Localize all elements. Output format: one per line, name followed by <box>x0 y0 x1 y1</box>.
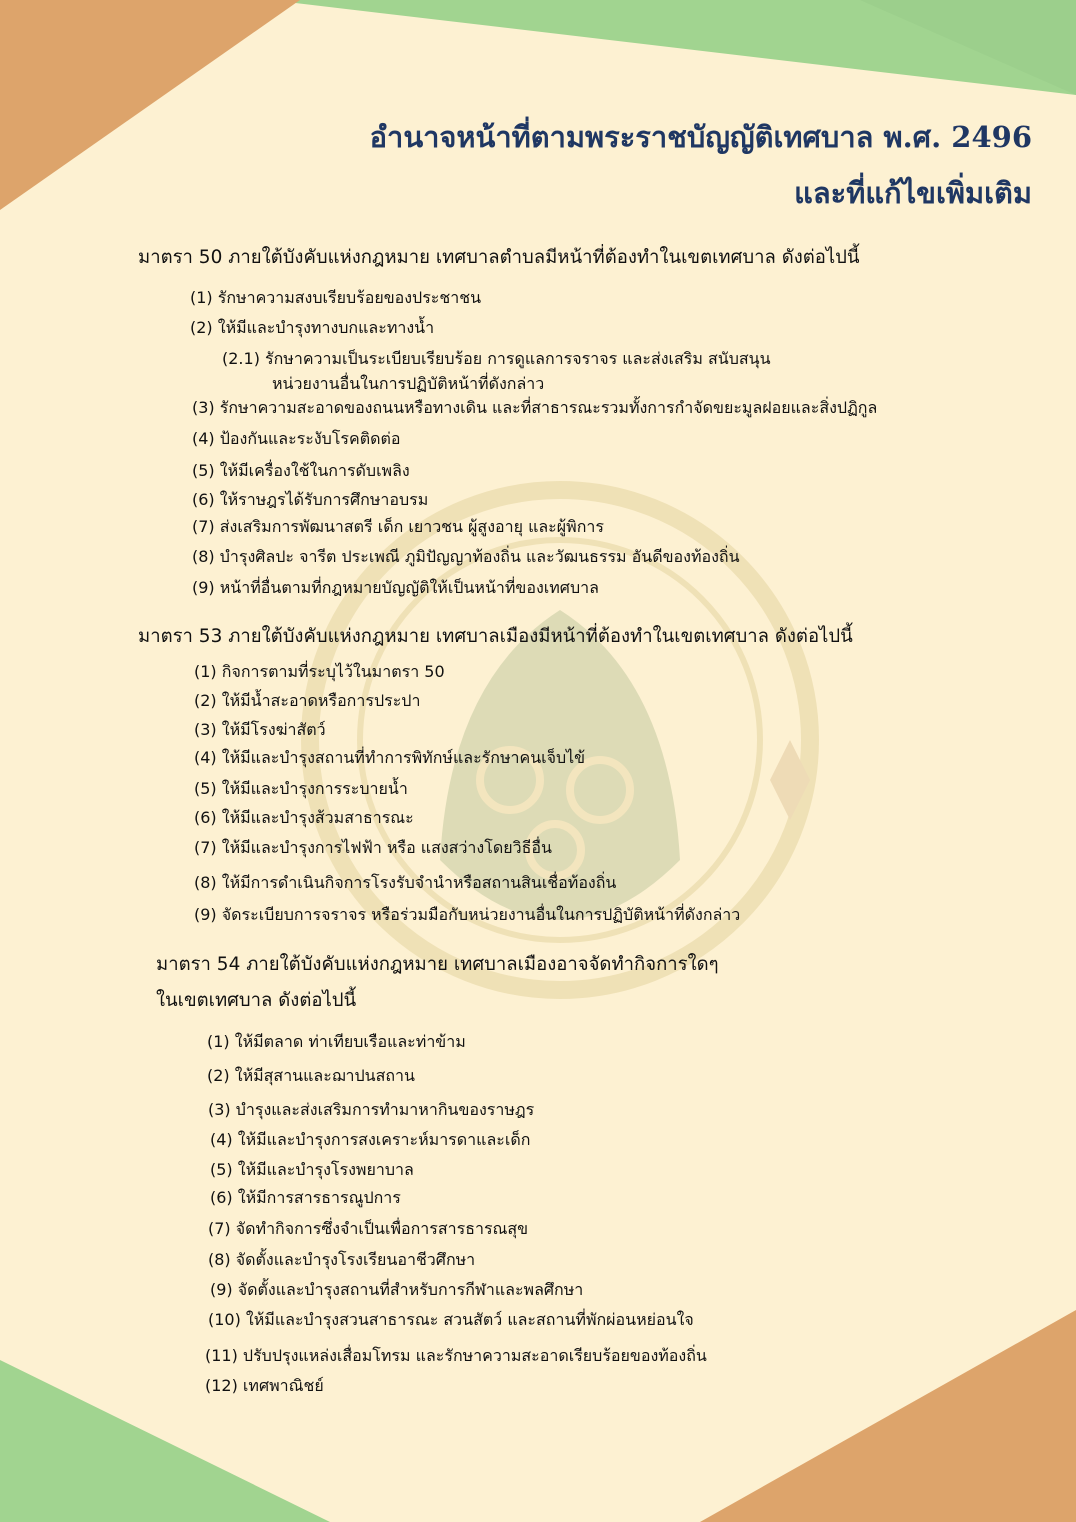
section-54-item: (11) ปรับปรุงแหล่งเสื่อมโทรม และรักษาความสะอาดเรียบร้อยของท้องถิ่น <box>205 1346 707 1365</box>
section-50-heading: มาตรา 50 ภายใต้บังคับแห่งกฎหมาย เทศบาลตำบลมีหน้าที่ต้องทำในเขตเทศบาล ดังต่อไปนี้ <box>138 247 860 268</box>
section-54-item: (1) ให้มีตลาด ท่าเทียบเรือและท่าข้าม <box>207 1032 466 1051</box>
section-53-item: (5) ให้มีและบำรุงการระบายน้ำ <box>194 779 408 798</box>
section-54-heading: มาตรา 54 ภายใต้บังคับแห่งกฎหมาย เทศบาลเมืองอาจจัดทำกิจการใดๆ <box>156 954 719 975</box>
section-53-item: (2) ให้มีน้ำสะอาดหรือการประปา <box>194 691 421 710</box>
section-54-item: (8) จัดตั้งและบำรุงโรงเรียนอาชีวศึกษา <box>208 1250 476 1269</box>
section-50-item: (4) ป้องกันและระงับโรคติดต่อ <box>192 429 401 448</box>
section-53-item: (7) ให้มีและบำรุงการไฟฟ้า หรือ แสงสว่างโดยวิธีอื่น <box>194 838 552 857</box>
section-50-item: (5) ให้มีเครื่องใช้ในการดับเพลิง <box>192 461 410 480</box>
section-53-item: (3) ให้มีโรงฆ่าสัตว์ <box>194 720 326 739</box>
section-53-item: (8) ให้มีการดำเนินกิจการโรงรับจำนำหรือสถานสินเชื่อท้องถิ่น <box>194 873 617 892</box>
section-54-item: (10) ให้มีและบำรุงสวนสาธารณะ สวนสัตว์ และสถานที่พักผ่อนหย่อนใจ <box>208 1310 694 1329</box>
section-50-item: (7) ส่งเสริมการพัฒนาสตรี เด็ก เยาวชน ผู้สูงอายุ และผู้พิการ <box>192 517 604 536</box>
section-50-subitem-continuation: หน่วยงานอื่นในการปฏิบัติหน้าที่ดังกล่าว <box>272 374 545 393</box>
section-54-item: (9) จัดตั้งและบำรุงสถานที่สำหรับการกีฬาและพลศึกษา <box>210 1280 584 1299</box>
section-54-heading-continuation: ในเขตเทศบาล ดังต่อไปนี้ <box>156 990 357 1011</box>
section-50-item: (8) บำรุงศิลปะ จารีต ประเพณี ภูมิปัญญาท้องถิ่น และวัฒนธรรม อันดีของท้องถิ่น <box>192 547 740 566</box>
section-50-item: (2) ให้มีและบำรุงทางบกและทางน้ำ <box>190 318 435 337</box>
section-53-item: (4) ให้มีและบำรุงสถานที่ทำการพิทักษ์และรักษาคนเจ็บไข้ <box>194 748 586 767</box>
section-54-item: (5) ให้มีและบำรุงโรงพยาบาล <box>210 1160 414 1179</box>
section-50-item: (1) รักษาความสงบเรียบร้อยของประชาชน <box>190 288 482 307</box>
section-54-item: (6) ให้มีการสารธารณูปการ <box>210 1188 401 1207</box>
page-title-line-2: และที่แก้ไขเพิ่มเติม <box>794 176 1032 210</box>
section-54-item: (7) จัดทำกิจการซึ่งจำเป็นเพื่อการสารธารณสุข <box>208 1219 529 1238</box>
section-53-item: (6) ให้มีและบำรุงส้วมสาธารณะ <box>194 808 414 827</box>
section-50-item: (3) รักษาความสะอาดของถนนหรือทางเดิน และที่สาธารณะรวมทั้งการกำจัดขยะมูลฝอยและสิ่งปฏิกูล <box>192 398 878 417</box>
section-50-item: (6) ให้ราษฎรได้รับการศึกษาอบรม <box>192 490 429 509</box>
section-54-item: (4) ให้มีและบำรุงการสงเคราะห์มารดาและเด็ก <box>210 1130 531 1149</box>
section-54-item: (2) ให้มีสุสานและฌาปนสถาน <box>207 1066 415 1085</box>
section-50-subitem: (2.1) รักษาความเป็นระเบียบเรียบร้อย การดูแลการจราจร และส่งเสริม สนับสนุน <box>222 349 771 368</box>
section-53-heading: มาตรา 53 ภายใต้บังคับแห่งกฎหมาย เทศบาลเมืองมีหน้าที่ต้องทำในเขตเทศบาล ดังต่อไปนี้ <box>138 626 853 647</box>
section-54-item: (12) เทศพาณิชย์ <box>205 1376 324 1395</box>
section-53-item: (1) กิจการตามที่ระบุไว้ในมาตรา 50 <box>194 662 445 681</box>
section-54-item: (3) บำรุงและส่งเสริมการทำมาหากินของราษฎร <box>208 1100 535 1119</box>
section-53-item: (9) จัดระเบียบการจราจร หรือร่วมมือกับหน่วยงานอื่นในการปฏิบัติหน้าที่ดังกล่าว <box>194 905 741 924</box>
section-50-item: (9) หน้าที่อื่นตามที่กฎหมายบัญญัติให้เป็นหน้าที่ของเทศบาล <box>192 578 599 597</box>
page-title-line-1: อำนาจหน้าที่ตามพระราชบัญญัติเทศบาล พ.ศ. 2496 <box>369 120 1032 154</box>
